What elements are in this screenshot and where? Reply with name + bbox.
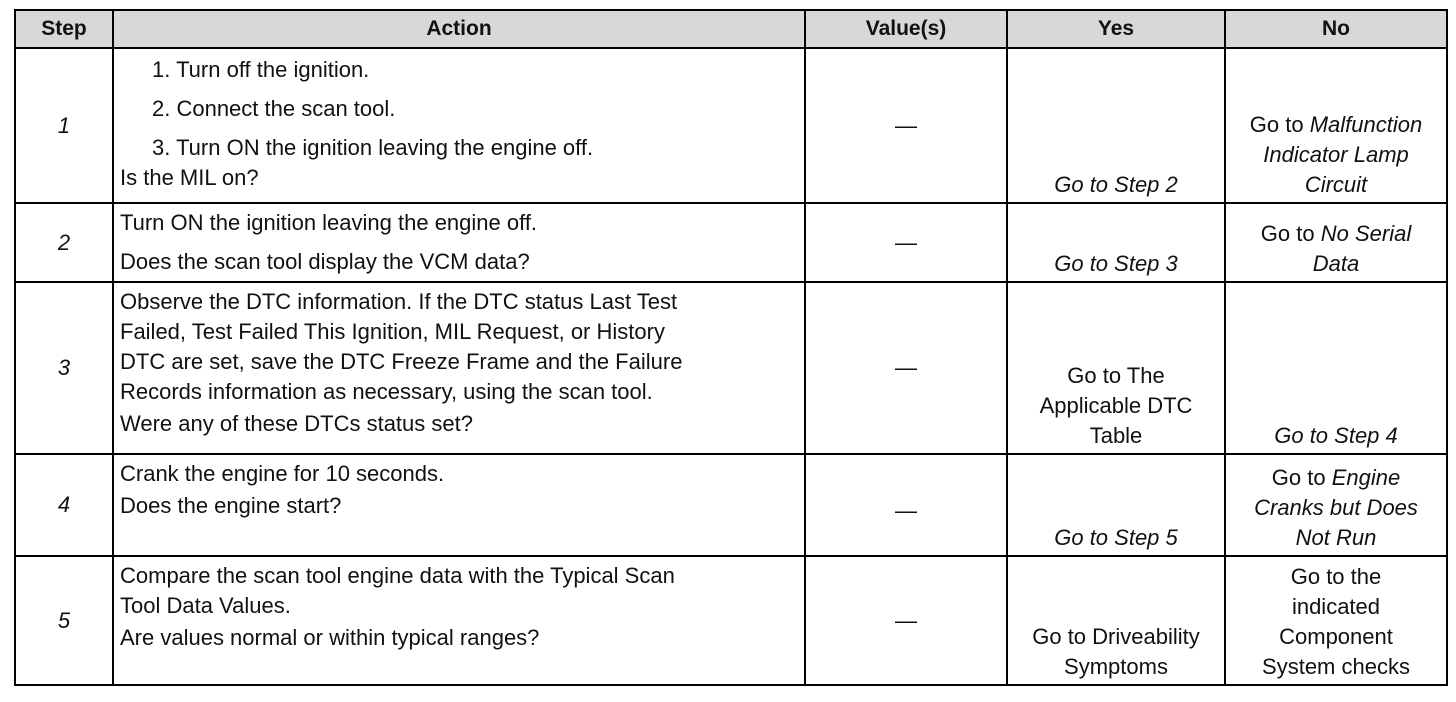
table-row bbox=[15, 282, 1447, 454]
action-text: Compare the scan tool engine data with the Typical Scan bbox=[120, 563, 675, 588]
action-cell bbox=[113, 48, 805, 203]
yes-goto: Go to Step 5 bbox=[1054, 525, 1178, 550]
step-number: 1 bbox=[15, 48, 113, 203]
action-cell bbox=[113, 282, 805, 454]
action-question: Were any of these DTCs status set? bbox=[120, 411, 473, 436]
action-text: Crank the engine for 10 seconds. bbox=[120, 461, 445, 486]
value-cell bbox=[805, 203, 1007, 282]
action-question: Does the engine start? bbox=[120, 493, 342, 518]
action-text: Records information as necessary, using the scan tool. bbox=[120, 379, 653, 404]
step-number: 3 bbox=[15, 282, 113, 454]
yes-goto: Applicable DTC bbox=[1039, 393, 1193, 418]
header-no: No bbox=[1225, 10, 1447, 48]
action-text: DTC are set, save the DTC Freeze Frame and the Failure bbox=[120, 349, 683, 374]
action-list-item: 2. Connect the scan tool. bbox=[152, 96, 396, 121]
action-question: Are values normal or within typical ranges? bbox=[120, 625, 540, 650]
action-list-item: 3. Turn ON the ignition leaving the engine off. bbox=[152, 135, 594, 160]
no-link: Circuit bbox=[1304, 172, 1368, 197]
yes-cell bbox=[1007, 48, 1225, 203]
no-goto: Go to Step 4 bbox=[1274, 423, 1398, 448]
action-cell bbox=[113, 556, 805, 685]
yes-goto: Go to The bbox=[1067, 363, 1165, 388]
no-prefix: Go to bbox=[1260, 221, 1315, 246]
value-dash: — bbox=[895, 229, 917, 255]
action-text: Failed, Test Failed This Ignition, MIL Request, or History bbox=[120, 319, 665, 344]
value-cell bbox=[805, 48, 1007, 203]
table-row bbox=[15, 203, 1447, 282]
no-link: Indicator Lamp bbox=[1263, 142, 1409, 167]
no-cell bbox=[1225, 282, 1447, 454]
no-link: Malfunction bbox=[1309, 112, 1423, 137]
no-link: Not Run bbox=[1295, 525, 1377, 550]
action-cell bbox=[113, 203, 805, 282]
action-question: Is the MIL on? bbox=[120, 165, 259, 190]
step-number: 2 bbox=[15, 203, 113, 282]
yes-goto: Go to Step 2 bbox=[1054, 172, 1178, 197]
yes-cell bbox=[1007, 556, 1225, 685]
value-cell bbox=[805, 556, 1007, 685]
action-text: Observe the DTC information. If the DTC status Last Test bbox=[120, 289, 678, 314]
no-cell bbox=[1225, 556, 1447, 685]
step-number: 4 bbox=[15, 454, 113, 556]
action-text: Turn ON the ignition leaving the engine off. bbox=[120, 210, 538, 235]
value-dash: — bbox=[895, 355, 917, 380]
table-row bbox=[15, 48, 1447, 203]
yes-cell bbox=[1007, 203, 1225, 282]
no-cell bbox=[1225, 48, 1447, 203]
header-action: Action bbox=[113, 10, 805, 48]
value-cell bbox=[805, 282, 1007, 454]
no-link: No Serial bbox=[1320, 221, 1412, 246]
header-yes: Yes bbox=[1007, 10, 1225, 48]
yes-cell bbox=[1007, 282, 1225, 454]
table-row bbox=[15, 454, 1447, 556]
yes-goto: Table bbox=[1089, 423, 1143, 448]
yes-cell bbox=[1007, 454, 1225, 556]
no-cell bbox=[1225, 454, 1447, 556]
action-question: Does the scan tool display the VCM data? bbox=[120, 249, 530, 274]
no-goto: indicated bbox=[1291, 594, 1381, 619]
step-number: 5 bbox=[15, 556, 113, 685]
value-dash: — bbox=[895, 498, 917, 523]
no-link: Engine bbox=[1331, 465, 1401, 490]
action-cell bbox=[113, 454, 805, 556]
no-prefix: Go to bbox=[1271, 465, 1326, 490]
value-dash: — bbox=[895, 112, 917, 138]
action-list-item: 1. Turn off the ignition. bbox=[152, 57, 370, 82]
value-cell bbox=[805, 454, 1007, 556]
yes-goto: Go to Step 3 bbox=[1054, 251, 1178, 276]
value-dash: — bbox=[895, 607, 917, 633]
action-text: Tool Data Values. bbox=[120, 593, 291, 618]
header-values: Value(s) bbox=[805, 10, 1007, 48]
header-step: Step bbox=[15, 10, 113, 48]
no-goto: System checks bbox=[1262, 654, 1410, 679]
no-link: Data bbox=[1312, 251, 1360, 276]
no-goto: Go to the bbox=[1290, 564, 1382, 589]
no-cell bbox=[1225, 203, 1447, 282]
no-prefix: Go to bbox=[1249, 112, 1304, 137]
yes-goto: Go to Driveability bbox=[1032, 624, 1200, 649]
no-goto: Component bbox=[1279, 624, 1393, 649]
header-row bbox=[15, 10, 1447, 48]
diagnostic-table bbox=[14, 9, 1448, 686]
no-link: Cranks but Does bbox=[1254, 495, 1418, 520]
yes-goto: Symptoms bbox=[1064, 654, 1168, 679]
table-row bbox=[15, 556, 1447, 685]
